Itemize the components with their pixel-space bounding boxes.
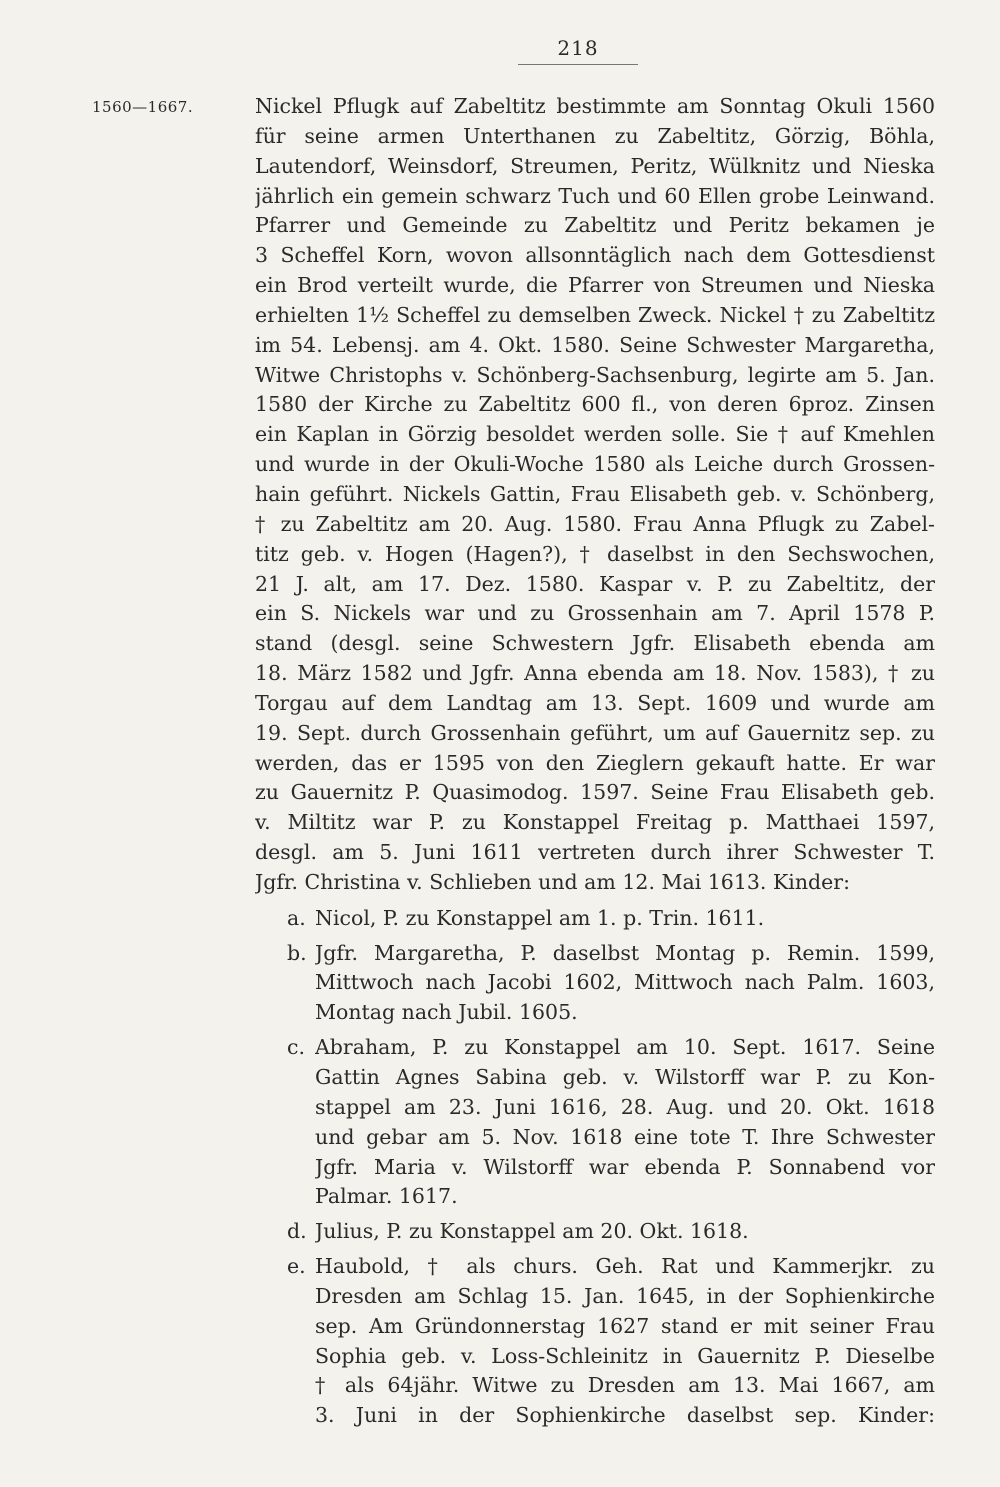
text-line: 3. Juni in der Sophienkirche daselbst sep. Kinder: [315,1403,935,1428]
text-line: zu Gauernitz P. Quasimodog. 1597. Seine Frau Elisabeth geb. [255,780,935,805]
text-line: Nicol, P. zu Konstappel am 1. p. Trin. 1611. [315,905,765,930]
text-line: Sophia geb. v. Loss-Schleinitz in Gauernitz P. Dieselbe [315,1343,935,1368]
text-line: und gebar am 5. Nov. 1618 eine tote T. Ihre Schwester [315,1124,935,1149]
text-line: v. Miltitz war P. zu Konstappel Freitag p. Matthaei 1597, [255,810,935,835]
text-line: Palmar. 1617. [315,1184,458,1209]
text-line: 21 J. alt, am 17. Dez. 1580. Kaspar v. P. zu Zabeltitz, der [255,571,935,596]
text-line: desgl. am 5. Juni 1611 vertreten durch ihrer Schwester T. [255,840,935,865]
list-item-d [255,1217,935,1247]
list-marker: c. [287,1035,305,1060]
list-item-e [255,1252,935,1431]
page-number: 218 [518,36,638,65]
text-line: Gattin Agnes Sabina geb. v. Wilstorff war P. zu Kon- [315,1065,935,1089]
list-marker: a. [287,905,306,930]
text-line: 19. Sept. durch Grossenhain geführt, um auf Gauernitz sep. zu [255,720,935,745]
text-line: ein S. Nickels war und zu Grossenhain am 7. April 1578 P. [255,601,935,626]
paragraph [255,92,935,898]
text-line: ein Brod verteilt wurde, die Pfarrer von Streumen und Nieska [255,273,935,298]
text-line: stappel am 23. Juni 1616, 28. Aug. und 20. Okt. 1618 [315,1094,935,1119]
text-line: Jgfr. Margaretha, P. daselbst Montag p. Remin. 1599, [315,940,935,965]
text-line: hain geführt. Nickels Gattin, Frau Elisabeth geb. v. Schönberg, [255,481,935,506]
text-line: werden, das er 1595 von den Zieglern gekauft hatte. Er war [255,750,935,775]
text-line: Jgfr. Christina v. Schlieben und am 12. Mai 1613. Kinder: [255,869,851,894]
text-line: 1580 der Kirche zu Zabeltitz 600 fl., von deren 6proz. Zinsen [255,392,935,417]
list-marker: e. [287,1254,306,1279]
list-item-c [255,1033,935,1212]
main-text [255,92,935,1436]
list-item-b [255,939,935,1029]
list-marker: d. [287,1219,307,1244]
text-line: 3 Scheffel Korn, wovon allsonntäglich nach dem Gottesdienst [255,243,935,268]
text-line: Torgau auf dem Landtag am 13. Sept. 1609 und wurde am [255,690,935,715]
text-line: Haubold, † als churs. Geh. Rat und Kammerjkr. zu [315,1254,935,1279]
text-line: und wurde in der Okuli-Woche 1580 als Leiche durch Grossen- [255,452,935,477]
text-line: Jgfr. Maria v. Wilstorff war ebenda P. Sonnabend vor [315,1154,935,1179]
text-line: jährlich ein gemein schwarz Tuch und 60 Ellen grobe Leinwand. [255,183,935,208]
text-line: stand (desgl. seine Schwestern Jgfr. Elisabeth ebenda am [255,631,935,656]
text-line: Montag nach Jubil. 1605. [315,1000,578,1025]
text-line: Abraham, P. zu Konstappel am 10. Sept. 1617. Seine [315,1035,935,1060]
list-marker: b. [287,940,307,965]
text-line: Julius, P. zu Konstappel am 20. Okt. 1618. [315,1219,749,1244]
text-line: Nickel Pflugk auf Zabeltitz bestimmte am Sonntag Okuli 1560 [255,94,935,118]
margin-date-range: 1560—1667. [92,98,194,116]
text-line: erhielten 1½ Scheffel zu demselben Zweck. Nickel † zu Zabeltitz [255,302,935,327]
text-line: titz geb. v. Hogen (Hagen?), † daselbst in den Sechswochen, [255,541,935,566]
text-line: im 54. Lebensj. am 4. Okt. 1580. Seine Schwester Margaretha, [255,332,935,357]
text-line: für seine armen Unterthanen zu Zabeltitz, Görzig, Böhla, [255,123,935,148]
text-line: 18. März 1582 und Jgfr. Anna ebenda am 18. Nov. 1583), † zu [255,661,935,686]
text-line: Dresden am Schlag 15. Jan. 1645, in der Sophienkirche [315,1283,935,1308]
text-line: † als 64jähr. Witwe zu Dresden am 13. Mai 1667, am [315,1373,935,1398]
children-list [255,904,935,1431]
text-line: Pfarrer und Gemeinde zu Zabeltitz und Peritz bekamen je [255,213,935,238]
list-item-a [255,904,935,934]
text-line: ein Kaplan in Görzig besoldet werden solle. Sie † auf Kmehlen [255,422,935,447]
text-line: Witwe Christophs v. Schönberg-Sachsenburg, legirte am 5. Jan. [255,362,935,387]
text-line: † zu Zabeltitz am 20. Aug. 1580. Frau Anna Pflugk zu Zabel- [255,511,935,536]
text-line: Mittwoch nach Jacobi 1602, Mittwoch nach Palm. 1603, [315,970,935,995]
text-line: Lautendorf, Weinsdorf, Streumen, Peritz, Wülknitz und Nieska [255,153,935,178]
text-line: sep. Am Gründonnerstag 1627 stand er mit seiner Frau [315,1313,935,1338]
